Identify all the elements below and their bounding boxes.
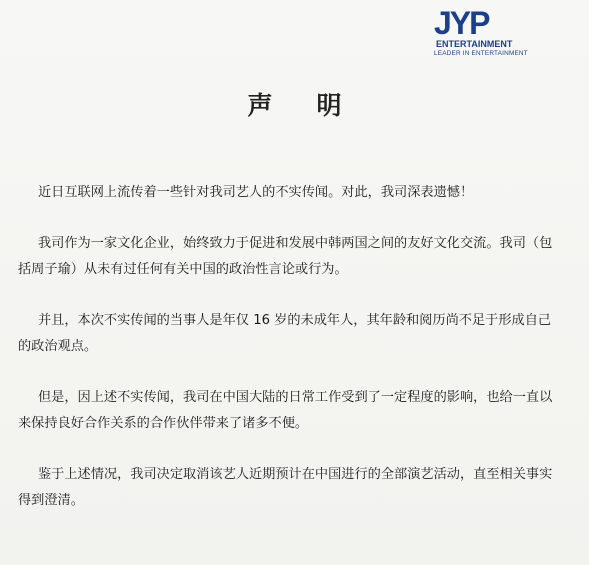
paragraph-line: 括周子瑜）从未有过任何有关中国的政治性言论或行为。 [18, 262, 348, 277]
paragraph-4 [18, 385, 566, 437]
paragraph-line: 但是，因上述不实传闻，我司在中国大陆的日常工作受到了一定程度的影响，也给一直以 [38, 390, 553, 405]
paragraph-3 [18, 308, 566, 360]
logo-tagline: LEADER IN ENTERTAINMENT [434, 50, 528, 57]
logo-name: ENTERTAINMENT [436, 39, 513, 49]
paragraph-5 [18, 462, 566, 514]
paragraph-line: 得到澄清。 [18, 493, 84, 508]
paragraph-line: 来保持良好合作关系的合作伙伴带来了诸多不便。 [18, 416, 309, 431]
paragraph-line: 我司作为一家文化企业，始终致力于促进和发展中韩两国之间的友好文化交流。我司（包 [38, 236, 553, 251]
paragraph-line: 鉴于上述情况，我司决定取消该艺人近期预计在中国进行的全部演艺活动，直至相关事实 [38, 467, 553, 482]
document-title: 声明 [247, 91, 386, 120]
paragraph-line: 并且，本次不实传闻的当事人是年仅 16 岁的未成年人，其年龄和阅历尚不足于形成自己 [38, 313, 552, 328]
paragraph-2 [18, 231, 566, 283]
logo-mark: JYP [434, 5, 489, 41]
paragraph-line: 的政治观点。 [18, 339, 98, 354]
paragraph-1 [18, 180, 566, 206]
document-body [18, 180, 566, 539]
jyp-entertainment-logo [434, 6, 554, 56]
paragraph-line: 近日互联网上流传着一些针对我司艺人的不实传闻。对此，我司深表遗憾！ [38, 185, 474, 200]
